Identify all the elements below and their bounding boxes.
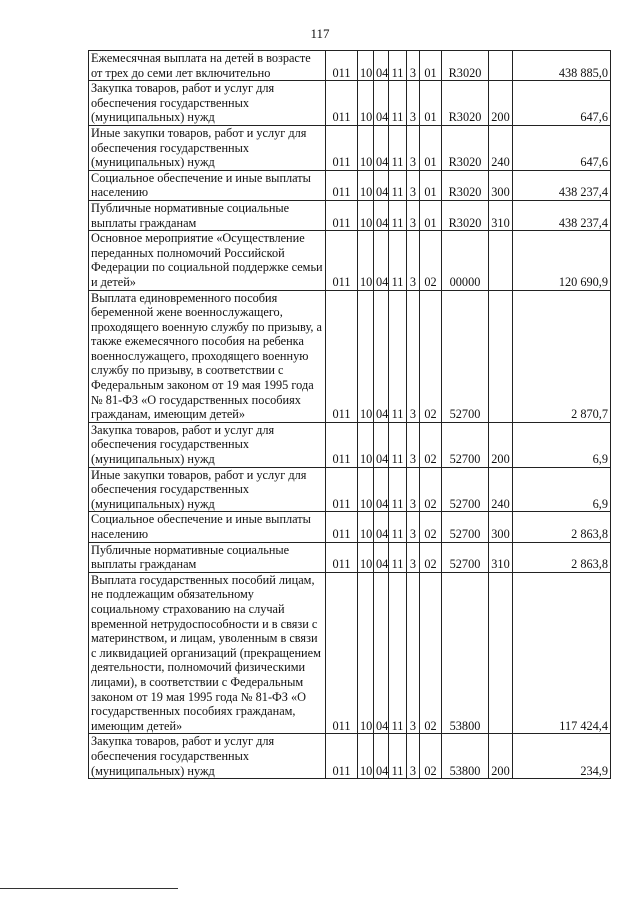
cell-event: 02 [420, 422, 442, 467]
cell-amount: 234,9 [513, 734, 611, 779]
row-name: Иные закупки товаров, работ и услуг для обеспечения государственных (муниципальных) нужд [89, 125, 326, 170]
cell-direction: 53800 [442, 572, 489, 734]
cell-event: 01 [420, 51, 442, 81]
cell-event: 02 [420, 290, 442, 422]
cell-expense-type [489, 231, 513, 290]
cell-event: 01 [420, 81, 442, 126]
cell-subprogram: 3 [407, 170, 420, 200]
row-name: Закупка товаров, работ и услуг для обеспечения государственных (муниципальных) нужд [89, 81, 326, 126]
cell-program: 11 [389, 512, 407, 542]
cell-program: 11 [389, 467, 407, 512]
cell-subprogram: 3 [407, 734, 420, 779]
cell-direction: 52700 [442, 422, 489, 467]
cell-subprogram: 3 [407, 231, 420, 290]
cell-expense-type: 200 [489, 734, 513, 779]
cell-direction: 52700 [442, 467, 489, 512]
row-name: Выплата единовременного пособия беременной жене военнослужащего, проходящего военную службу по призыву, а также ежемесячного пособия на ребенка военнослужащего, проходящего военную службу по призыву, в соответствии с Федеральным законом от 19 мая 1995 года № 81-ФЗ «О государственных пособиях гражданам, имеющим детей» [89, 290, 326, 422]
cell-grbs: 011 [326, 125, 358, 170]
cell-razdel: 10 [358, 734, 374, 779]
cell-podrazdel: 04 [374, 542, 389, 572]
cell-podrazdel: 04 [374, 125, 389, 170]
cell-program: 11 [389, 125, 407, 170]
cell-razdel: 10 [358, 512, 374, 542]
row-name: Иные закупки товаров, работ и услуг для обеспечения государственных (муниципальных) нужд [89, 467, 326, 512]
cell-expense-type: 300 [489, 512, 513, 542]
cell-subprogram: 3 [407, 200, 420, 230]
cell-podrazdel: 04 [374, 734, 389, 779]
cell-grbs: 011 [326, 170, 358, 200]
cell-event: 02 [420, 572, 442, 734]
cell-amount: 2 863,8 [513, 542, 611, 572]
cell-program: 11 [389, 51, 407, 81]
cell-grbs: 011 [326, 542, 358, 572]
row-name: Социальное обеспечение и иные выплаты населению [89, 512, 326, 542]
cell-grbs: 011 [326, 734, 358, 779]
table-row [89, 290, 611, 422]
cell-direction: R3020 [442, 81, 489, 126]
cell-podrazdel: 04 [374, 81, 389, 126]
cell-expense-type: 200 [489, 422, 513, 467]
cell-direction: R3020 [442, 170, 489, 200]
cell-razdel: 10 [358, 200, 374, 230]
cell-subprogram: 3 [407, 51, 420, 81]
cell-amount: 2 870,7 [513, 290, 611, 422]
table-row [89, 734, 611, 779]
cell-expense-type: 240 [489, 467, 513, 512]
cell-amount: 438 885,0 [513, 51, 611, 81]
table-row [89, 170, 611, 200]
cell-podrazdel: 04 [374, 512, 389, 542]
cell-event: 02 [420, 734, 442, 779]
cell-grbs: 011 [326, 200, 358, 230]
cell-podrazdel: 04 [374, 467, 389, 512]
row-name: Основное мероприятие «Осуществление переданных полномочий Российской Федерации по социальной поддержке семьи и детей» [89, 231, 326, 290]
cell-razdel: 10 [358, 125, 374, 170]
cell-razdel: 10 [358, 231, 374, 290]
cell-subprogram: 3 [407, 572, 420, 734]
cell-podrazdel: 04 [374, 290, 389, 422]
table-row [89, 422, 611, 467]
cell-event: 02 [420, 512, 442, 542]
cell-razdel: 10 [358, 422, 374, 467]
cell-expense-type [489, 572, 513, 734]
cell-razdel: 10 [358, 290, 374, 422]
cell-expense-type [489, 290, 513, 422]
cell-amount: 6,9 [513, 467, 611, 512]
cell-amount: 438 237,4 [513, 170, 611, 200]
table-row [89, 572, 611, 734]
cell-subprogram: 3 [407, 512, 420, 542]
cell-event: 02 [420, 467, 442, 512]
cell-amount: 647,6 [513, 125, 611, 170]
cell-program: 11 [389, 81, 407, 126]
cell-amount: 6,9 [513, 422, 611, 467]
table-row [89, 81, 611, 126]
table-body [89, 51, 611, 779]
cell-subprogram: 3 [407, 422, 420, 467]
table-row [89, 200, 611, 230]
cell-expense-type: 200 [489, 81, 513, 126]
cell-program: 11 [389, 734, 407, 779]
cell-razdel: 10 [358, 542, 374, 572]
table-row [89, 467, 611, 512]
cell-program: 11 [389, 572, 407, 734]
cell-razdel: 10 [358, 51, 374, 81]
page-number: 117 [310, 26, 330, 41]
cell-direction: 00000 [442, 231, 489, 290]
cell-program: 11 [389, 542, 407, 572]
cell-expense-type: 310 [489, 542, 513, 572]
cell-expense-type: 310 [489, 200, 513, 230]
cell-amount: 120 690,9 [513, 231, 611, 290]
row-name: Выплата государственных пособий лицам, не подлежащим обязательному социальному страхованию на случай временной нетрудоспособности и в связи с материнством, и лицам, уволенным в связи с ликвидацией организаций (прекращением деятельности, полномочий физическими лицами), в соответствии с Федеральным законом от 19 мая 1995 года № 81-ФЗ «О государственных пособиях гражданам, имеющим детей» [89, 572, 326, 734]
row-name: Закупка товаров, работ и услуг для обеспечения государственных (муниципальных) нужд [89, 422, 326, 467]
cell-amount: 117 424,4 [513, 572, 611, 734]
cell-grbs: 011 [326, 81, 358, 126]
cell-direction: R3020 [442, 125, 489, 170]
cell-podrazdel: 04 [374, 231, 389, 290]
cell-podrazdel: 04 [374, 572, 389, 734]
cell-direction: 52700 [442, 542, 489, 572]
cell-expense-type: 240 [489, 125, 513, 170]
table-row [89, 542, 611, 572]
cell-program: 11 [389, 170, 407, 200]
row-name: Ежемесячная выплата на детей в возрасте от трех до семи лет включительно [89, 51, 326, 81]
cell-subprogram: 3 [407, 467, 420, 512]
table-row [89, 231, 611, 290]
cell-direction: 53800 [442, 734, 489, 779]
row-name: Публичные нормативные социальные выплаты гражданам [89, 200, 326, 230]
cell-subprogram: 3 [407, 542, 420, 572]
budget-table [88, 50, 611, 779]
cell-direction: R3020 [442, 51, 489, 81]
cell-program: 11 [389, 290, 407, 422]
table-row [89, 512, 611, 542]
cell-program: 11 [389, 231, 407, 290]
row-name: Публичные нормативные социальные выплаты гражданам [89, 542, 326, 572]
cell-subprogram: 3 [407, 81, 420, 126]
cell-razdel: 10 [358, 81, 374, 126]
table-row [89, 51, 611, 81]
cell-podrazdel: 04 [374, 170, 389, 200]
cell-razdel: 10 [358, 467, 374, 512]
cell-razdel: 10 [358, 572, 374, 734]
cell-program: 11 [389, 200, 407, 230]
cell-direction: R3020 [442, 200, 489, 230]
cell-podrazdel: 04 [374, 200, 389, 230]
cell-grbs: 011 [326, 422, 358, 467]
footnote-rule [0, 888, 178, 889]
row-name: Закупка товаров, работ и услуг для обеспечения государственных (муниципальных) нужд [89, 734, 326, 779]
cell-event: 01 [420, 200, 442, 230]
cell-subprogram: 3 [407, 290, 420, 422]
cell-grbs: 011 [326, 467, 358, 512]
table-row [89, 125, 611, 170]
cell-podrazdel: 04 [374, 51, 389, 81]
cell-event: 01 [420, 125, 442, 170]
cell-direction: 52700 [442, 512, 489, 542]
cell-amount: 2 863,8 [513, 512, 611, 542]
cell-grbs: 011 [326, 231, 358, 290]
cell-grbs: 011 [326, 51, 358, 81]
cell-event: 01 [420, 170, 442, 200]
cell-grbs: 011 [326, 290, 358, 422]
cell-podrazdel: 04 [374, 422, 389, 467]
cell-event: 02 [420, 542, 442, 572]
cell-expense-type [489, 51, 513, 81]
cell-amount: 438 237,4 [513, 200, 611, 230]
cell-grbs: 011 [326, 512, 358, 542]
cell-program: 11 [389, 422, 407, 467]
cell-event: 02 [420, 231, 442, 290]
cell-expense-type: 300 [489, 170, 513, 200]
cell-subprogram: 3 [407, 125, 420, 170]
cell-direction: 52700 [442, 290, 489, 422]
cell-grbs: 011 [326, 572, 358, 734]
cell-razdel: 10 [358, 170, 374, 200]
row-name: Социальное обеспечение и иные выплаты населению [89, 170, 326, 200]
cell-amount: 647,6 [513, 81, 611, 126]
